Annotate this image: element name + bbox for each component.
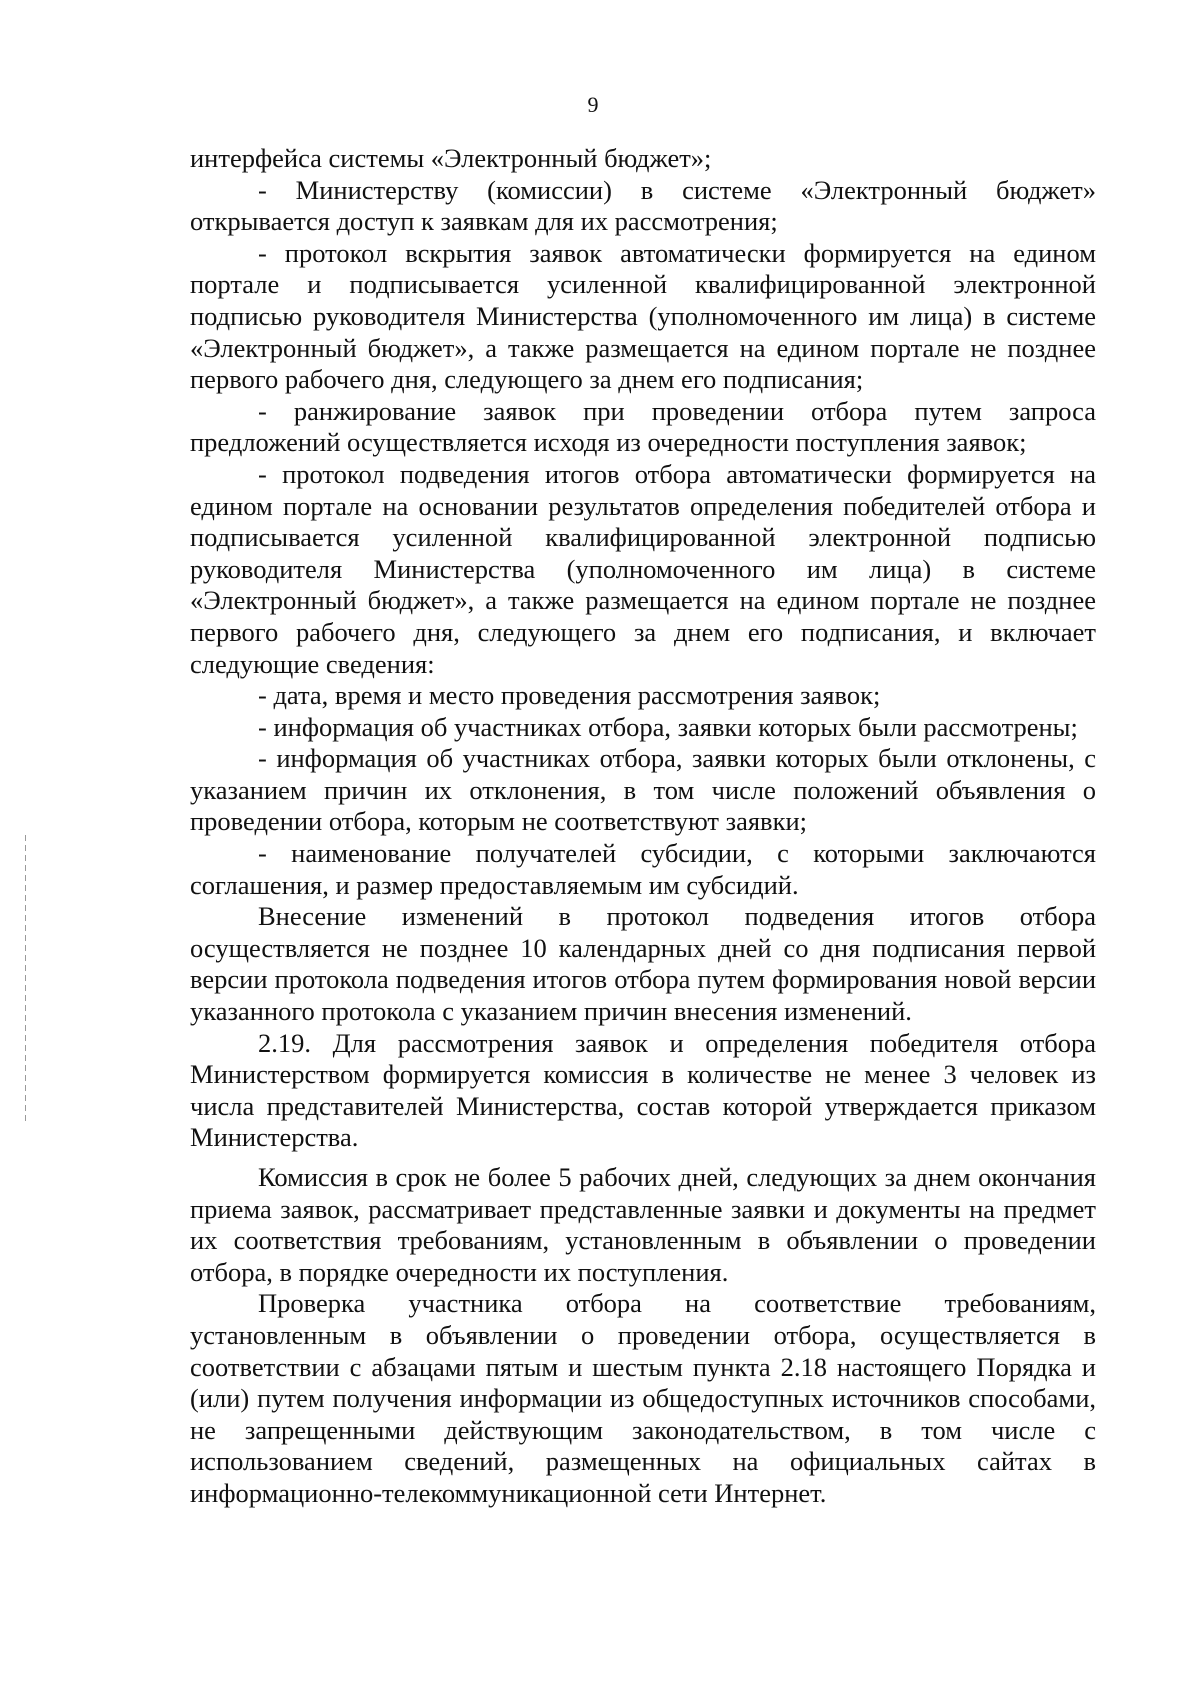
document-body <box>190 143 1096 1510</box>
paragraph: - протокол вскрытия заявок автоматически формируется на едином портале и подписывается усиленной квалифицированной электронной подписью руководителя Министерства (уполномоченного им лица) в системе «Электронный бюджет», а также размещается на едином портале не позднее первого рабочего дня, следующего за днем его подписания; <box>190 237 1096 395</box>
paragraph: - информация об участниках отбора, заявки которых были отклонены, с указанием причин их отклонения, в том числе положений объявления о проведении отбора, которым не соответствуют заявки; <box>190 743 1096 837</box>
paragraph: - информация об участниках отбора, заявки которых были рассмотрены; <box>258 711 1078 742</box>
page-number: 9 <box>587 92 599 117</box>
paragraph: Проверка участника отбора на соответствие требованиям, установленным в объявлении о проведении отбора, осуществляется в соответствии с абзацами пятым и шестым пункта 2.18 настоящего Порядка и (или) путем получения информации из общедоступных источников способами, не запрещенными действующим законодательством, в том числе с использованием сведений, размещенных на официальных сайтах в информационно-телекоммуникационной сети Интернет. <box>190 1288 1096 1508</box>
paragraph: Комиссия в срок не более 5 рабочих дней, следующих за днем окончания приема заявок, рассматривает представленные заявки и документы на предмет их соответствия требованиям, установленным в объявлении о проведении отбора, в порядке очередности их поступления. <box>190 1162 1096 1287</box>
paragraph: 2.19. Для рассмотрения заявок и определения победителя отбора Министерством формируется комиссия в количестве не менее 3 человек из числа представителей Министерства, состав которой утверждается приказом Министерства. <box>190 1027 1096 1153</box>
paragraph: - дата, время и место проведения рассмотрения заявок; <box>258 680 881 711</box>
paragraph: - протокол подведения итогов отбора автоматически формируется на едином портале на основании результатов определения победителей отбора и подписывается усиленной квалифицированной электронной подписью руководителя Министерства (уполномоченного им лица) в системе «Электронный бюджет», а также размещается на едином портале не позднее первого рабочего дня, следующего за днем его подписания, и включает следующие сведения: <box>190 458 1096 679</box>
paragraph-continuation: интерфейса системы «Электронный бюджет»; <box>190 143 712 173</box>
scan-margin-mark <box>25 835 26 1125</box>
paragraph: - наименование получателей субсидии, с которыми заключаются соглашения, и размер предоставляемым им субсидий. <box>190 838 1096 900</box>
paragraph: Внесение изменений в протокол подведения итогов отбора осуществляется не позднее 10 календарных дней со дня подписания первой версии протокола подведения итогов отбора путем формирования новой версии указанного протокола с указанием причин внесения изменений. <box>190 901 1096 1027</box>
paragraph: - ранжирование заявок при проведении отбора путем запроса предложений осуществляется исходя из очередности поступления заявок; <box>190 395 1096 458</box>
paragraph: - Министерству (комиссии) в системе «Электронный бюджет» открывается доступ к заявкам для их рассмотрения; <box>190 174 1096 237</box>
